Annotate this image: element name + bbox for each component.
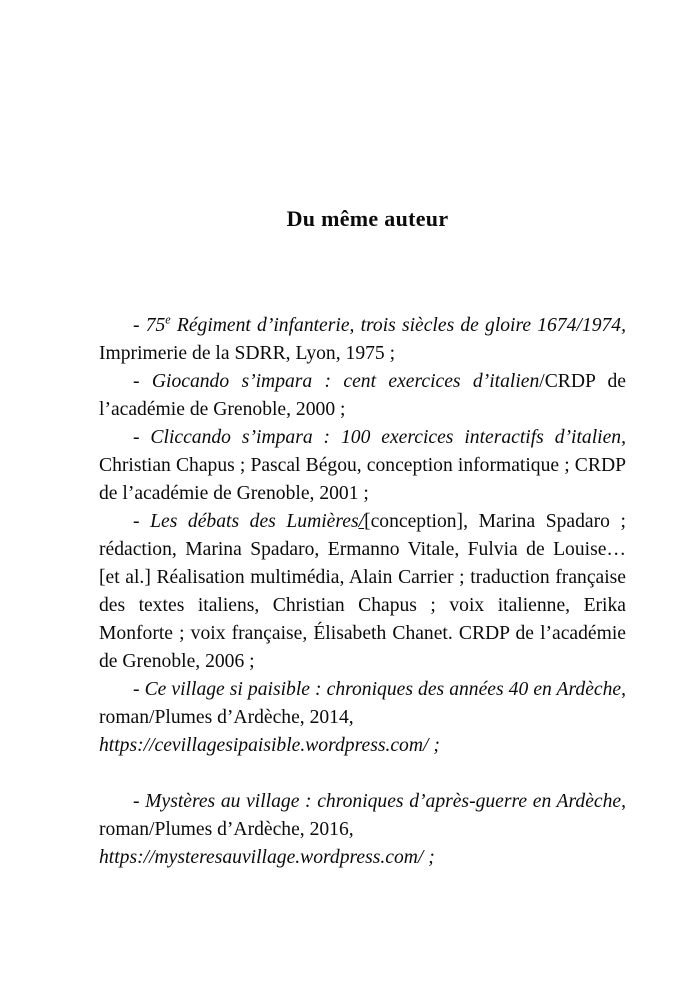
bibliography-entry (99, 788, 626, 872)
bibliography-entry (99, 424, 626, 508)
text-segment: Imprimerie de la SDRR, Lyon, 1975 ; (99, 343, 396, 364)
bibliography-list (99, 312, 626, 872)
text-segment: - Cliccando s’impara : 100 exercices interactifs d’italien, (133, 427, 626, 448)
text-segment: - Giocando s’impara : cent exercices d’italien (133, 371, 540, 392)
text-segment: e (165, 312, 171, 327)
url-text: https://cevillagesipaisible.wordpress.com/ ; (99, 735, 440, 756)
text-segment: /CRDP de l’académie de Grenoble, 2000 ; (99, 371, 626, 420)
url-text: https://mysteresauvillage.wordpress.com/ ; (99, 847, 435, 868)
text-segment: [conception], Marina Spadaro ; rédaction, Marina Spadaro, Ermanno Vitale, Fulvia de Louise… [et al.] Réalisation multimédia, Alain Carrier ; traduction française des textes italiens, Christian Chapus ; voix italienne, Erika Monforte ; voix française, Élisabeth Chanet. CRDP de l’académie de Grenoble, 2006 ; (99, 511, 626, 672)
text-segment: / (358, 511, 365, 532)
text-segment: - Les débats des Lumières (133, 511, 359, 532)
text-segment: , roman/Plumes d’Ardèche, 2014, (99, 679, 626, 728)
page-title: Du même auteur (286, 206, 449, 231)
bibliography-entry (99, 676, 626, 760)
text-segment: , roman/Plumes d’Ardèche, 2016, (99, 791, 626, 840)
bibliography-entry (99, 312, 626, 368)
text-segment: - Ce village si paisible : chroniques des années 40 en Ardèche (133, 679, 622, 700)
text-segment: Régiment d’infanterie, trois siècles de gloire 1674/1974, (170, 315, 626, 336)
bibliography-entry (99, 508, 626, 676)
bibliography-entry (99, 368, 626, 424)
text-segment: Christian Chapus ; Pascal Bégou, conception informatique ; CRDP de l’académie de Grenoble, 2001 ; (99, 455, 626, 504)
text-segment: - 75 (133, 315, 166, 336)
text-segment: - Mystères au village : chroniques d’après-guerre en Ardèche (133, 791, 622, 812)
